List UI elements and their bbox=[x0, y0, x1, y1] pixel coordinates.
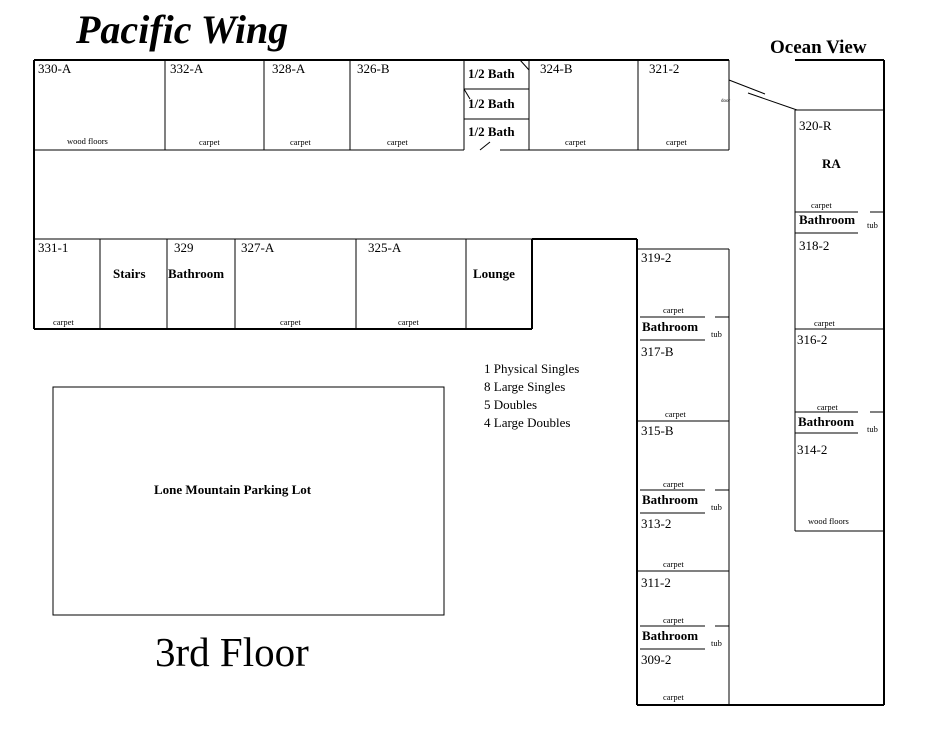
room-316-2: 316-2 bbox=[797, 332, 828, 347]
room-328a: 328-A bbox=[272, 61, 306, 76]
parking-lot-outline bbox=[53, 387, 444, 615]
room-309-2: 309-2 bbox=[641, 652, 672, 667]
floor-327a: carpet bbox=[280, 317, 301, 327]
ocean-view-label: Ocean View bbox=[770, 37, 867, 58]
stairs-label: Stairs bbox=[113, 266, 146, 281]
floor-317b: carpet bbox=[665, 409, 686, 419]
room-324b: 324-B bbox=[540, 61, 573, 76]
floor-316-2: carpet bbox=[817, 402, 838, 412]
half-bath-1: 1/2 Bath bbox=[468, 66, 515, 81]
floor-314-2: wood floors bbox=[808, 516, 849, 526]
floor-311-2: carpet bbox=[663, 615, 684, 625]
room-325a: 325-A bbox=[368, 240, 402, 255]
bathroom-318: Bathroom bbox=[799, 212, 856, 227]
parking-lot-label: Lone Mountain Parking Lot bbox=[154, 482, 312, 497]
floor-331-1: carpet bbox=[53, 317, 74, 327]
room-321-2: 321-2 bbox=[649, 61, 680, 76]
bathroom-329: Bathroom bbox=[168, 266, 225, 281]
floor-324b: carpet bbox=[565, 137, 586, 147]
floor-330a: wood floors bbox=[67, 136, 108, 146]
room-318-2: 318-2 bbox=[799, 238, 830, 253]
floor-326b: carpet bbox=[387, 137, 408, 147]
legend-item: 5 Doubles bbox=[484, 397, 538, 412]
room-315b: 315-B bbox=[641, 423, 674, 438]
half-bath-2: 1/2 Bath bbox=[468, 96, 515, 111]
room-320r: 320-R bbox=[799, 118, 832, 133]
legend-item: 4 Large Doubles bbox=[484, 415, 571, 430]
half-bath-3: 1/2 Bath bbox=[468, 124, 515, 139]
room-count-legend bbox=[484, 360, 579, 432]
floor-325a: carpet bbox=[398, 317, 419, 327]
floor-332a: carpet bbox=[199, 137, 220, 147]
lounge-label: Lounge bbox=[473, 266, 515, 281]
tub-314: tub bbox=[867, 424, 878, 434]
floor-309-2: carpet bbox=[663, 692, 684, 702]
room-331-1: 331-1 bbox=[38, 240, 69, 255]
bathroom-317: Bathroom bbox=[642, 319, 699, 334]
floor-313-2: carpet bbox=[663, 559, 684, 569]
floor-318-2: carpet bbox=[814, 318, 835, 328]
door-label: door bbox=[721, 99, 731, 104]
legend-item: 1 Physical Singles bbox=[484, 361, 580, 376]
bathroom-313: Bathroom bbox=[642, 492, 699, 507]
floor-label: 3rd Floor bbox=[155, 629, 309, 675]
room-317b: 317-B bbox=[641, 344, 674, 359]
room-311-2: 311-2 bbox=[641, 575, 671, 590]
floor-315b: carpet bbox=[663, 479, 684, 489]
room-319-2: 319-2 bbox=[641, 250, 672, 265]
tub-317: tub bbox=[711, 329, 722, 339]
room-332a: 332-A bbox=[170, 61, 204, 76]
bathroom-314: Bathroom bbox=[798, 414, 855, 429]
ra-label: RA bbox=[822, 156, 841, 171]
floor-319-2: carpet bbox=[663, 305, 684, 315]
tub-313: tub bbox=[711, 502, 722, 512]
room-329: 329 bbox=[174, 240, 194, 255]
room-330a: 330-A bbox=[38, 61, 72, 76]
room-327a: 327-A bbox=[241, 240, 275, 255]
legend-item: 8 Large Singles bbox=[484, 379, 566, 394]
tub-318: tub bbox=[867, 220, 878, 230]
room-326b: 326-B bbox=[357, 61, 390, 76]
room-314-2: 314-2 bbox=[797, 442, 828, 457]
bathroom-309: Bathroom bbox=[642, 628, 699, 643]
floor-320r: carpet bbox=[811, 200, 832, 210]
floor-321-2: carpet bbox=[666, 137, 687, 147]
tub-309: tub bbox=[711, 638, 722, 648]
floor-328a: carpet bbox=[290, 137, 311, 147]
wing-title: Pacific Wing bbox=[76, 7, 289, 52]
room-313-2: 313-2 bbox=[641, 516, 672, 531]
